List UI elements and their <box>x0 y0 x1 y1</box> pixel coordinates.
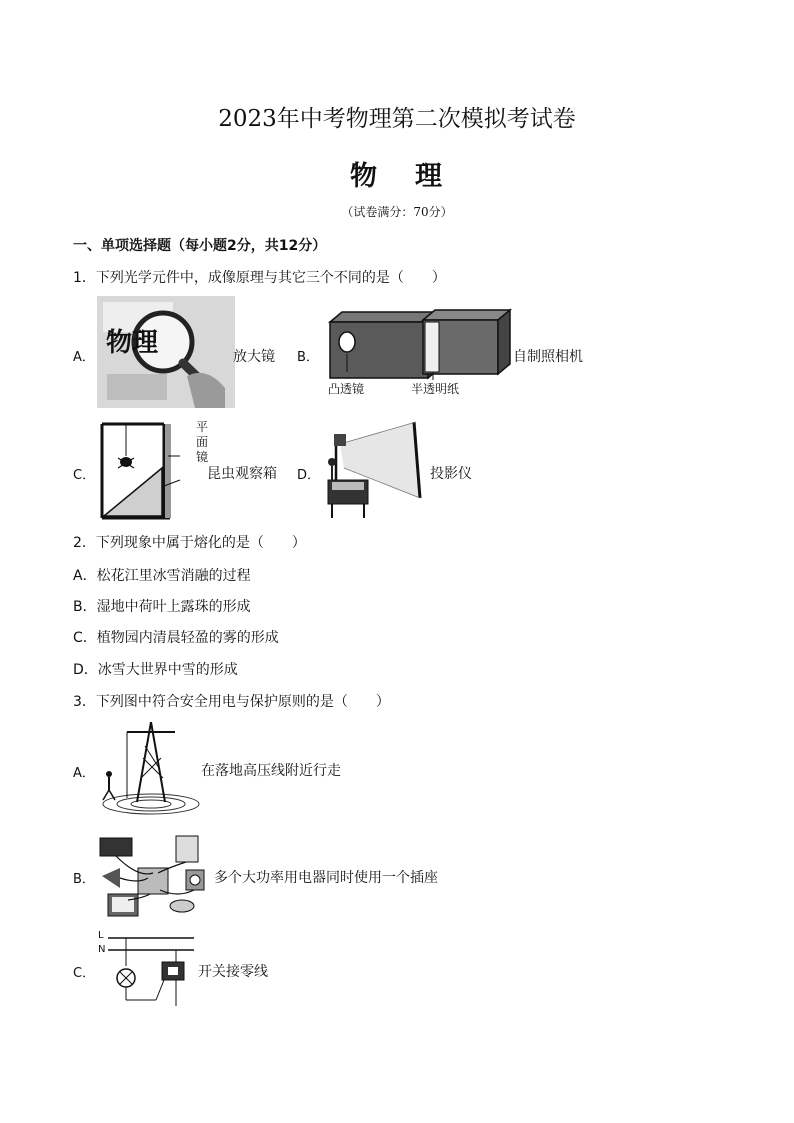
q3-option-b-label: 多个大功率用电器同时使用一个插座 <box>214 870 438 886</box>
plane-mirror-char-3: 镜 <box>195 450 208 464</box>
q2-option-b: B．湿地中荷叶上露珠的形成 <box>73 599 251 615</box>
switch-circuit-image <box>106 930 196 1010</box>
subject-title <box>0 154 794 193</box>
camera-box-image <box>325 310 515 380</box>
plane-mirror-char-2: 面 <box>195 435 208 449</box>
q3-option-c-letter: C． <box>73 966 96 981</box>
q1-option-d-label: 投影仪 <box>430 466 472 482</box>
section-heading: 一、单项选择题（每小题2分，共12分） <box>73 238 327 254</box>
magnifier-word: 物理 <box>106 328 159 358</box>
insect-box-image <box>98 422 180 520</box>
translucent-paper-label: 半透明纸 <box>411 382 460 396</box>
q1-option-d-letter: D． <box>297 468 321 483</box>
question-1-stem: 1．下列光学元件中，成像原理与其它三个不同的是（ ） <box>73 270 446 286</box>
q1-option-c-letter: C． <box>73 468 96 483</box>
q1-option-b-label: 自制照相机 <box>513 349 583 365</box>
q2-option-a: A．松花江里冰雪消融的过程 <box>73 568 251 584</box>
q1-option-a-label: 放大镜 <box>233 349 275 365</box>
q2-option-c: C．植物园内清晨轻盈的雾的形成 <box>73 630 279 646</box>
score-note: （试卷满分：70分） <box>341 205 453 219</box>
q3-option-b-letter: B． <box>73 872 95 887</box>
q2-option-d: D．冰雪大世界中雪的形成 <box>73 662 238 678</box>
projector-image <box>322 420 430 522</box>
q3-option-a-letter: A． <box>73 766 95 781</box>
plane-mirror-label <box>195 420 209 465</box>
live-wire-label: L <box>98 930 104 941</box>
exam-title: 2023年中考物理第二次模拟考试卷 <box>218 106 576 132</box>
subject-char-right: 理 <box>415 161 444 192</box>
question-2-stem: 2．下列现象中属于熔化的是（ ） <box>73 535 306 551</box>
power-line-image <box>97 718 201 814</box>
neutral-wire-label: N <box>98 944 106 955</box>
plane-mirror-char-1: 平 <box>195 420 208 434</box>
overloaded-socket-image <box>98 828 212 920</box>
question-3-stem: 3．下列图中符合安全用电与保护原则的是（ ） <box>73 694 390 710</box>
subject-char-left: 物 <box>350 161 379 192</box>
magnifier-image-text-1 <box>106 322 158 359</box>
q1-option-c-label: 昆虫观察箱 <box>207 466 277 482</box>
convex-lens-label: 凸透镜 <box>328 382 365 396</box>
q1-option-a-letter: A． <box>73 350 95 365</box>
q3-option-a-label: 在落地高压线附近行走 <box>201 763 341 779</box>
q1-option-b-letter: B． <box>297 350 319 365</box>
q3-option-c-label: 开关接零线 <box>198 964 268 980</box>
